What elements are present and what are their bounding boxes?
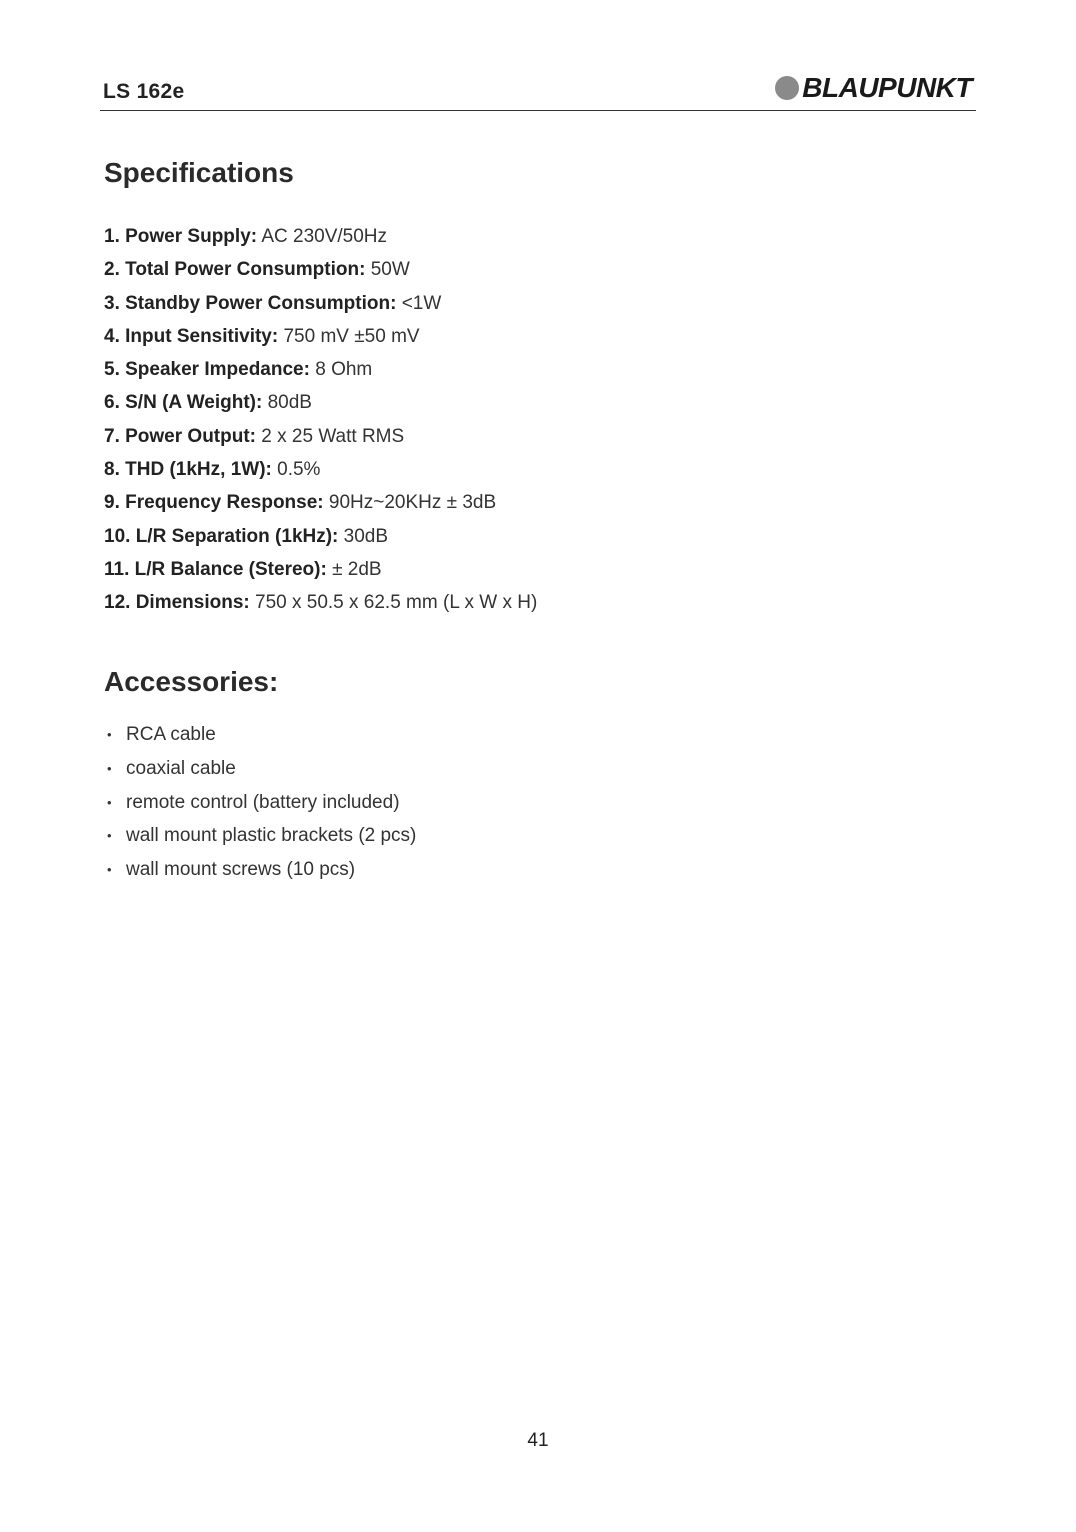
accessories-list	[104, 720, 416, 889]
spec-item	[104, 588, 537, 621]
accessories-heading: Accessories:	[104, 666, 279, 697]
bullet-icon: •	[107, 727, 112, 742]
accessory-item	[104, 855, 416, 889]
spec-label: 4. Input Sensitivity:	[104, 325, 279, 347]
spec-item	[104, 522, 537, 555]
brand-logo	[775, 72, 972, 104]
bullet-icon: •	[107, 828, 112, 844]
spec-value: <1W	[401, 292, 442, 314]
specifications-list	[104, 222, 537, 622]
accessory-label: wall mount screws (10 pcs)	[126, 859, 356, 881]
spec-item	[104, 422, 537, 455]
page-number: 41	[527, 1430, 549, 1451]
spec-value: 80dB	[267, 392, 312, 414]
spec-item	[104, 555, 537, 588]
spec-item	[104, 289, 537, 322]
spec-value: AC 230V/50Hz	[261, 226, 388, 247]
model-name: LS 162e	[103, 80, 185, 103]
brand-logo-dot-icon	[775, 76, 799, 100]
spec-value: 8 Ohm	[315, 359, 373, 381]
bullet-icon: •	[107, 760, 112, 776]
spec-label: 7. Power Output:	[104, 425, 256, 447]
spec-label: 6. S/N (A Weight):	[104, 392, 263, 414]
spec-label: 3. Standby Power Consumption:	[104, 292, 397, 314]
specifications-heading: Specifications	[104, 157, 294, 188]
spec-value: 750 x 50.5 x 62.5 mm (L x W x H)	[255, 592, 538, 614]
bullet-icon: •	[107, 862, 112, 878]
spec-label: 9. Frequency Response:	[104, 492, 324, 514]
spec-value: 750 mV ±50 mV	[283, 325, 420, 347]
accessory-label: remote control (battery included)	[126, 791, 400, 813]
spec-item	[104, 222, 537, 255]
spec-item	[104, 322, 537, 355]
spec-value: 30dB	[343, 525, 389, 547]
spec-label: 11. L/R Balance (Stereo):	[104, 558, 327, 580]
spec-value: ± 2dB	[332, 558, 382, 580]
spec-item	[104, 255, 537, 288]
page-header	[100, 70, 976, 111]
brand-name: BLAUPUNKT	[802, 72, 972, 103]
accessory-label: RCA cable	[126, 724, 216, 746]
spec-label: 10. L/R Separation (1kHz):	[104, 525, 339, 547]
spec-label: 8. THD (1kHz, 1W):	[104, 459, 272, 481]
accessory-item	[104, 821, 416, 855]
spec-value: 0.5%	[277, 459, 321, 481]
accessory-item	[104, 754, 416, 788]
accessory-label: wall mount plastic brackets (2 pcs)	[126, 825, 417, 847]
spec-label: 5. Speaker Impedance:	[104, 359, 310, 381]
bullet-icon: •	[107, 794, 112, 810]
accessory-item	[104, 720, 416, 754]
spec-item	[104, 455, 537, 488]
spec-item	[104, 488, 537, 521]
spec-label: 1. Power Supply:	[104, 226, 258, 247]
spec-value: 90Hz~20KHz ± 3dB	[328, 492, 497, 514]
accessory-item	[104, 788, 416, 822]
spec-item	[104, 355, 537, 388]
spec-label: 2. Total Power Consumption:	[104, 259, 366, 281]
spec-value: 50W	[370, 259, 410, 281]
spec-item	[104, 388, 537, 421]
spec-value: 2 x 25 Watt RMS	[261, 425, 405, 447]
spec-label: 12. Dimensions:	[104, 592, 250, 614]
accessory-label: coaxial cable	[126, 757, 236, 779]
